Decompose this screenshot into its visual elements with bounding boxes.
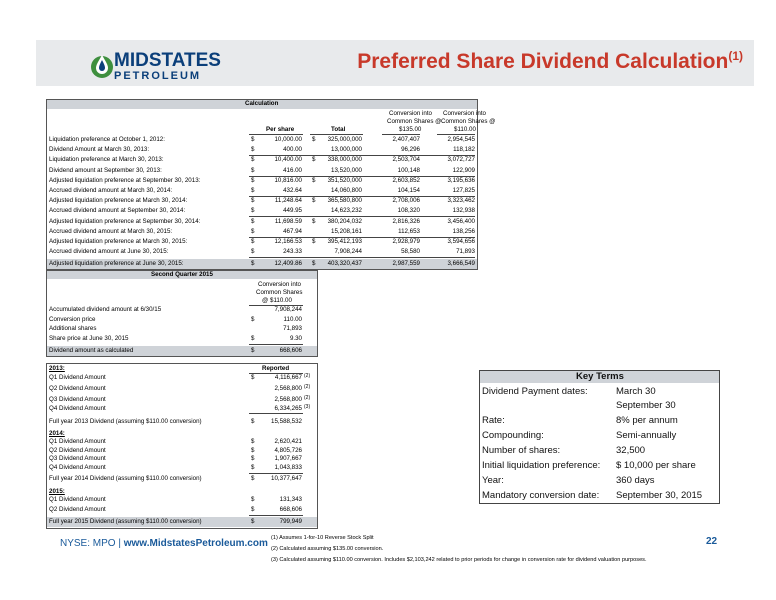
calc-row-total: 13,000,000: [331, 146, 362, 154]
calc-row-dollar1: $: [251, 146, 255, 154]
q-dividend-dollar-2014: $: [251, 455, 255, 463]
page-number: 22: [706, 536, 718, 547]
q2-final-label: Dividend amount as calculated: [49, 347, 134, 354]
calc-row-conv135: 2,708,006: [392, 197, 420, 205]
q2-row-label: Accumulated dividend amount at 6/30/15: [49, 306, 162, 313]
calc-row-dollar1: $: [251, 207, 255, 215]
calc-row-conv135: 96,296: [401, 146, 420, 154]
full-2015-label: Full year 2015 Dividend (assuming $110.00 conversion): [49, 518, 202, 525]
calc-row-total: 338,000,000: [327, 156, 362, 164]
calc-row-dollar2: $: [312, 156, 316, 164]
q2-row-value: 9.30: [289, 334, 302, 342]
final-row-per: 12,409.86: [274, 260, 302, 267]
calc-row-dollar2: $: [312, 238, 316, 245]
q2-row-rule: [249, 344, 303, 345]
calc-row-dollar1: $: [251, 166, 255, 174]
header-underline-c135: [382, 134, 420, 135]
total-header: Total: [331, 126, 346, 133]
key-term-value: $ 10,000 per share: [616, 460, 696, 471]
q-dividend-dollar-2014: $: [251, 446, 255, 454]
q2-final-value: 668,606: [279, 347, 302, 354]
q2-col-header-1: Conversion into: [258, 281, 301, 288]
q-dividend-dollar-2015: $: [251, 506, 255, 513]
calc-row-dollar2: $: [312, 217, 316, 225]
calc-row-dollar1: $: [251, 248, 255, 256]
year-2014-label: 2014:: [49, 430, 65, 437]
calc-row-label: Dividend amount at September 30, 2013:: [49, 166, 162, 174]
calc-row-conv110: 3,594,656: [447, 238, 475, 245]
calc-row-dollar2: $: [312, 136, 316, 143]
calc-row-dollar1: $: [251, 156, 255, 164]
q-dividend-label-2015: Q2 Dividend Amount: [49, 506, 106, 513]
q-dividend-label-2013: Q4 Dividend Amount: [49, 405, 106, 412]
final-row-c135: 2,987,559: [392, 260, 420, 267]
final-row-c110: 3,666,549: [447, 260, 475, 267]
q-dividend-value-2014: 4,805,726: [274, 446, 302, 454]
full-2014-label: Full year 2014 Dividend (assuming $110.00 conversion): [49, 475, 202, 482]
calc-row-conv135: 2,603,852: [392, 176, 420, 184]
header-underline-per: [249, 134, 303, 135]
conv110-header-2: Common Shares @: [441, 118, 496, 125]
conv135-header-1: Conversion into: [389, 110, 432, 117]
q2-row-value: 110.00: [283, 315, 302, 323]
q-dividend-label-2013: Q2 Dividend Amount: [49, 385, 106, 392]
key-term-label: Initial liquidation preference:: [482, 460, 601, 471]
calc-row-per-share: 432.64: [283, 187, 302, 194]
calc-row-conv110: 3,195,636: [447, 176, 475, 184]
q-dividend-value-2015: 131,343: [279, 496, 302, 503]
key-term-label: Dividend Payment dates:: [482, 386, 588, 397]
key-term-label: Mandatory conversion date:: [482, 490, 600, 501]
q-dividend-dollar-2013: $: [251, 374, 255, 381]
company-logo: [88, 48, 238, 84]
calc-row-conv110: 118,182: [453, 146, 475, 154]
q2-row-value: 71,893: [283, 325, 302, 332]
calc-row-total: 380,204,032: [327, 217, 362, 225]
q-dividend-value-2013: 4,116,667: [274, 374, 302, 381]
footer-ticker: NYSE: MPO: [60, 538, 116, 549]
header-underline-total: [310, 134, 363, 135]
logo-text-midstates: MIDSTATES: [114, 50, 221, 71]
q-dividend-value-2013: 2,568,800: [274, 385, 302, 392]
key-term-value: 32,500: [616, 445, 646, 456]
q-dividend-label-2014: Q2 Dividend Amount: [49, 446, 106, 454]
calc-row-dollar1: $: [251, 197, 255, 205]
calc-row-conv110: 3,072,727: [447, 156, 475, 164]
calc-row-total: 395,412,193: [327, 238, 362, 245]
final-row-total: 403,320,437: [327, 260, 362, 267]
key-term-label: Number of shares:: [482, 445, 561, 456]
calc-row-per-share: 416.00: [283, 166, 302, 174]
q-dividend-value-2014: 2,620,421: [274, 438, 302, 445]
final-row-dollar1: $: [251, 260, 255, 267]
q2-row-label: Additional shares: [49, 325, 97, 332]
calc-row-label: Accrued dividend amount at March 30, 2014:: [49, 187, 173, 194]
calculation-header: Calculation: [245, 100, 279, 107]
calc-row-label: Accrued dividend amount at September 30, 2014:: [49, 207, 186, 215]
rule-2014: [249, 473, 303, 474]
key-term-label: Rate:: [482, 415, 505, 426]
calc-row-label: Dividend Amount at March 30, 2013:: [49, 146, 150, 154]
conv110-header-3: $110.00: [454, 126, 476, 133]
full-2014-value: 10,377,647: [271, 475, 302, 482]
calc-row-total: 14,060,800: [331, 187, 362, 194]
calc-row-total: 7,908,244: [334, 248, 362, 256]
calc-row-label: Accrued dividend amount at June 30, 2015:: [49, 248, 169, 256]
year-2015-label: 2015:: [49, 488, 65, 495]
calc-row-dollar1: $: [251, 217, 255, 225]
footer-website-link[interactable]: www.MidstatesPetroleum.com: [123, 538, 268, 549]
calc-row-conv110: 122,909: [452, 166, 475, 174]
calc-row-dollar1: $: [251, 227, 255, 235]
final-row-label: Adjusted liquidation preference at June 30, 2015:: [49, 260, 184, 267]
calc-row-conv110: 138,256: [452, 227, 475, 235]
calc-row-conv135: 2,503,704: [392, 156, 420, 164]
conv135-header-3: $135.00: [399, 126, 422, 133]
q2-row-value: 7,908,244: [274, 306, 302, 313]
key-term-value: Semi-annually: [616, 430, 677, 441]
footnote-3: (3) Calculated assuming $110.00 conversion. Includes $2,103,242 related to prior periods for change in conversion rate for dividend valuation purposes.: [271, 557, 647, 563]
calc-row-label: Adjusted liquidation preference at March 30, 2015:: [49, 238, 188, 245]
calc-row-per-share: 10,000.00: [274, 136, 302, 143]
key-term-value: September 30, 2015: [616, 490, 703, 501]
q-dividend-value-2014: 1,043,833: [274, 463, 302, 471]
calc-row-dollar1: $: [251, 176, 255, 184]
calc-row-dollar2: $: [312, 176, 316, 184]
full-2013-value: 15,588,532: [271, 418, 302, 425]
q-dividend-label-2013: Q3 Dividend Amount: [49, 396, 106, 403]
calc-row-label: Adjusted liquidation preference at September 30, 2014:: [49, 217, 201, 225]
conv110-header-1: Conversion into: [443, 110, 486, 117]
calc-row-label: Liquidation preference at October 1, 2012:: [49, 136, 165, 143]
calc-row-per-share: 11,698.59: [274, 217, 302, 225]
calc-row-per-share: 10,400.00: [274, 156, 302, 164]
full-2015-dollar: $: [251, 518, 255, 525]
q-dividend-value-2013: 2,568,800: [274, 396, 302, 403]
calc-row-per-share: 10,816.00: [274, 176, 302, 184]
q-dividend-value-2014: 1,907,667: [274, 455, 302, 463]
rule-2013: [249, 413, 303, 414]
key-term-value: March 30: [616, 386, 656, 397]
calc-row-total: 351,520,000: [327, 176, 362, 184]
calc-row-per-share: 467.94: [283, 227, 302, 235]
calc-row-conv135: 100,148: [397, 166, 420, 174]
q-dividend-label-2014: Q1 Dividend Amount: [49, 438, 106, 445]
footnote-1: (1) Assumes 1-for-10 Reverse Stock Split: [271, 535, 374, 541]
q-dividend-dollar-2014: $: [251, 438, 255, 445]
page-title: Preferred Share Dividend Calculation$^{(1)}$: [357, 49, 743, 73]
oil-drop-icon: [90, 52, 114, 80]
key-term-value: 360 days: [616, 475, 655, 486]
calc-row-conv135: 2,928,979: [392, 238, 420, 245]
q-dividend-footnote-2013: (2): [304, 384, 311, 390]
q-dividend-dollar-2014: $: [251, 463, 255, 471]
calc-row-per-share: 12,166.53: [274, 238, 302, 245]
q-dividend-label-2014: Q3 Dividend Amount: [49, 455, 106, 463]
q-dividend-dollar-2015: $: [251, 496, 255, 503]
calc-row-conv110: 2,954,545: [447, 136, 475, 143]
reported-header: Reported: [262, 365, 290, 372]
calc-row-label: Accrued dividend amount at March 30, 2015:: [49, 227, 173, 235]
key-term-value: 8% per annum: [616, 415, 678, 426]
key-term-value: September 30: [616, 400, 676, 411]
calc-row-conv135: 104,154: [397, 187, 420, 194]
second-quarter-header: Second Quarter 2015: [151, 271, 213, 278]
q2-col-header-3: @ $110.00: [262, 297, 292, 304]
calc-row-total: 365,580,800: [327, 197, 362, 205]
calc-row-conv135: 2,816,326: [392, 217, 420, 225]
footer-text: [60, 538, 268, 549]
q-dividend-footnote-2013: (2): [304, 373, 311, 379]
q2-final-dollar: $: [251, 347, 255, 354]
calc-row-label: Adjusted liquidation preference at September 30, 2013:: [49, 176, 201, 184]
q2-row-dollar: $: [251, 315, 255, 323]
calc-row-total: 14,623,232: [331, 207, 362, 215]
rule-2015: [249, 515, 303, 516]
calc-row-dollar1: $: [251, 187, 255, 194]
calc-row-per-share: 243.33: [283, 248, 302, 256]
calc-row-label: Adjusted liquidation preference at March 30, 2014:: [49, 197, 188, 205]
calc-row-conv110: 127,825: [452, 187, 475, 194]
conv135-header-2: Common Shares @: [387, 118, 442, 125]
q-dividend-label-2015: Q1 Dividend Amount: [49, 496, 106, 503]
calc-row-conv135: 112,653: [398, 227, 420, 235]
full-2014-dollar: $: [251, 475, 255, 482]
calc-row-dollar1: $: [251, 238, 255, 245]
q-dividend-value-2013: 6,334,265: [274, 405, 302, 412]
q-dividend-footnote-2013: (3): [304, 404, 311, 410]
calc-row-conv135: 2,407,407: [392, 136, 420, 143]
final-row-dollar2: $: [312, 260, 316, 267]
header-underline-c110: [437, 134, 475, 135]
q2-row-dollar: $: [251, 334, 255, 342]
q-dividend-value-2015: 668,606: [279, 506, 302, 513]
key-terms-header: Key Terms: [576, 371, 624, 382]
key-term-label: Compounding:: [482, 430, 544, 441]
q-dividend-label-2013: Q1 Dividend Amount: [49, 374, 106, 381]
calc-row-dollar2: $: [312, 197, 316, 205]
logo-text-petroleum: PETROLEUM: [114, 70, 202, 82]
calc-row-conv110: 3,456,400: [447, 217, 475, 225]
full-2013-dollar: $: [251, 418, 255, 425]
calc-row-conv110: 71,893: [456, 248, 475, 256]
calc-row-per-share: 449.95: [283, 207, 302, 215]
q2-row-label: Conversion price: [49, 315, 96, 323]
q2-row-label: Share price at June 30, 2015: [49, 334, 129, 342]
q-dividend-label-2014: Q4 Dividend Amount: [49, 463, 106, 471]
year-2013-label: 2013:: [49, 365, 65, 372]
calc-row-conv110: 132,938: [452, 207, 475, 215]
footnote-2: (2) Calculated assuming $135.00 conversion.: [271, 546, 384, 552]
calc-row-per-share: 400.00: [283, 146, 302, 154]
per-share-header: Per share: [266, 126, 295, 133]
full-2015-value: 799,949: [279, 518, 302, 525]
calc-row-per-share: 11,248.64: [274, 197, 302, 205]
calc-row-label: Liquidation preference at March 30, 2013:: [49, 156, 164, 164]
calc-row-total: 325,000,000: [327, 136, 362, 143]
footer-separator: |: [118, 538, 121, 549]
key-term-label: Year:: [482, 475, 504, 486]
calc-row-conv135: 108,320: [397, 207, 420, 215]
calc-row-conv135: 58,580: [401, 248, 420, 256]
q2-col-header-2: Common Shares: [256, 289, 303, 296]
calc-row-dollar1: $: [251, 136, 255, 143]
calc-row-total: 15,208,161: [331, 227, 362, 235]
calc-row-total: 13,520,000: [331, 166, 362, 174]
full-2013-label: Full year 2013 Dividend (assuming $110.00 conversion): [49, 418, 202, 425]
calc-row-conv110: 3,323,462: [447, 197, 475, 205]
q-dividend-footnote-2013: (2): [304, 395, 311, 401]
